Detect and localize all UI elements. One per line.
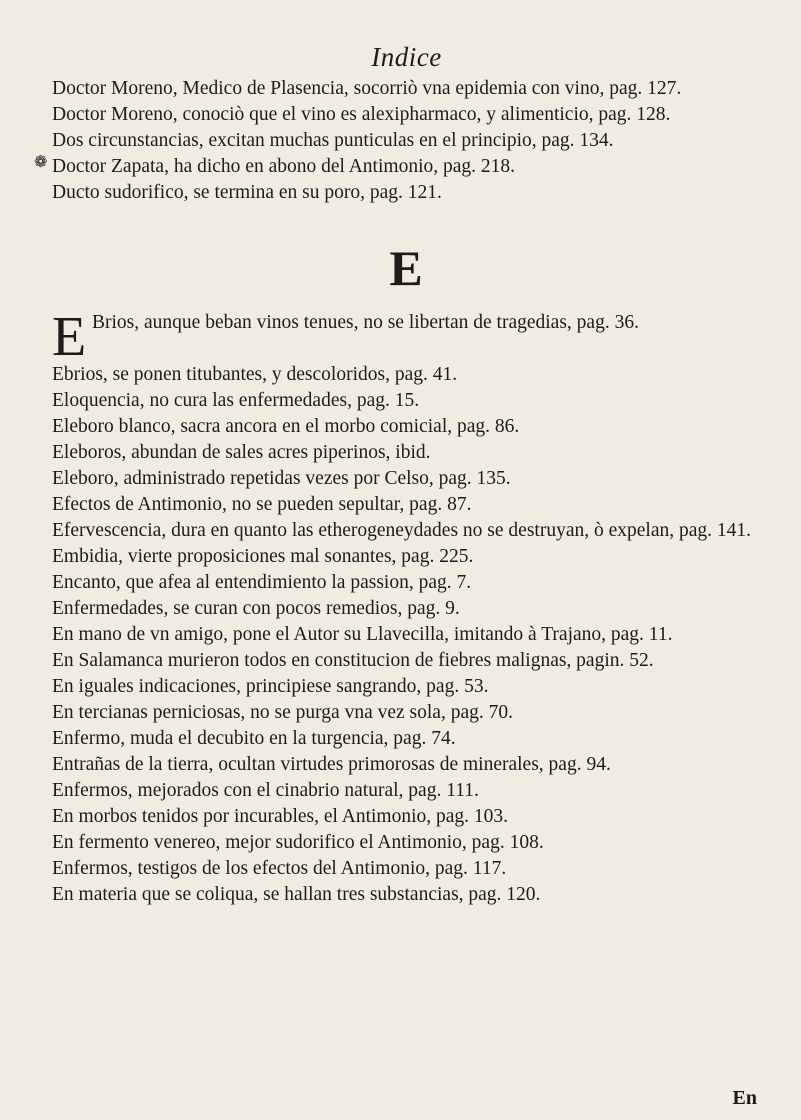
index-entry: Encanto, que afea al entendimiento la passion, pag. 7.: [52, 572, 472, 593]
index-entry: Eleboros, abundan de sales acres piperinos, ibid.: [52, 442, 431, 463]
index-entry: Efectos de Antimonio, no se pueden sepultar, pag. 87.: [52, 494, 472, 515]
index-entry: Efervescencia, dura en quanto las etherogeneydades no se destruyan, ò expelan, pag. 141.: [52, 520, 752, 541]
index-entry: Ducto sudorifico, se termina en su poro, pag. 121.: [52, 182, 442, 203]
drop-cap-letter: E: [52, 306, 87, 368]
index-entry: Eleboro blanco, sacra ancora en el morbo comicial, pag. 86.: [52, 416, 520, 437]
index-entry: Enfermo, muda el decubito en la turgencia, pag. 74.: [52, 728, 456, 749]
index-entry: Enfermos, mejorados con el cinabrio natural, pag. 111.: [52, 780, 479, 801]
running-title: Indice: [371, 42, 442, 72]
entries-list-d: [52, 76, 761, 206]
index-entry: En mano de vn amigo, pone el Autor su Llavecilla, imitando à Trajano, pag. 11.: [52, 624, 673, 645]
index-entry: En tercianas perniciosas, no se purga vna vez sola, pag. 70.: [52, 702, 513, 723]
dropcap-entry: [52, 306, 761, 368]
index-entry: Eloquencia, no cura las enfermedades, pag. 15.: [52, 390, 420, 411]
index-entry: Doctor Moreno, Medico de Plasencia, socorriò vna epidemia con vino, pag. 127.: [52, 78, 682, 99]
index-entry: Doctor Zapata, ha dicho en abono del Antimonio, pag. 218.: [52, 156, 516, 177]
margin-bullet-icon: ❁: [34, 154, 48, 171]
index-entry: Embidia, vierte proposiciones mal sonantes, pag. 225.: [52, 546, 474, 567]
index-entry: Ebrios, se ponen titubantes, y descoloridos, pag. 41.: [52, 364, 458, 385]
entries-list-e: [52, 362, 761, 908]
index-entry: En iguales indicaciones, principiese sangrando, pag. 53.: [52, 676, 489, 697]
catchword: En: [732, 1087, 757, 1109]
index-entry: En Salamanca murieron todos en constitucion de fiebres malignas, pagin. 52.: [52, 650, 654, 671]
index-entry: Enfermos, testigos de los efectos del Antimonio, pag. 117.: [52, 858, 507, 879]
index-entry: Doctor Moreno, conociò que el vino es alexipharmaco, y alimenticio, pag. 128.: [52, 104, 671, 125]
index-entry: Dos circunstancias, excitan muchas punticulas en el principio, pag. 134.: [52, 130, 614, 151]
dropcap-entry-text: Brios, aunque beban vinos tenues, no se libertan de tragedias, pag. 36.: [92, 312, 639, 333]
index-entry: Eleboro, administrado repetidas vezes por Celso, pag. 135.: [52, 468, 511, 489]
index-entry: En fermento venereo, mejor sudorifico el Antimonio, pag. 108.: [52, 832, 544, 853]
index-entry: En materia que se coliqua, se hallan tres substancias, pag. 120.: [52, 884, 541, 905]
index-entry: Enfermedades, se curan con pocos remedios, pag. 9.: [52, 598, 460, 619]
section-heading-letter: E: [389, 240, 424, 296]
index-entry: Entrañas de la tierra, ocultan virtudes primorosas de minerales, pag. 94.: [52, 754, 611, 775]
index-entry: En morbos tenidos por incurables, el Antimonio, pag. 103.: [52, 806, 509, 827]
